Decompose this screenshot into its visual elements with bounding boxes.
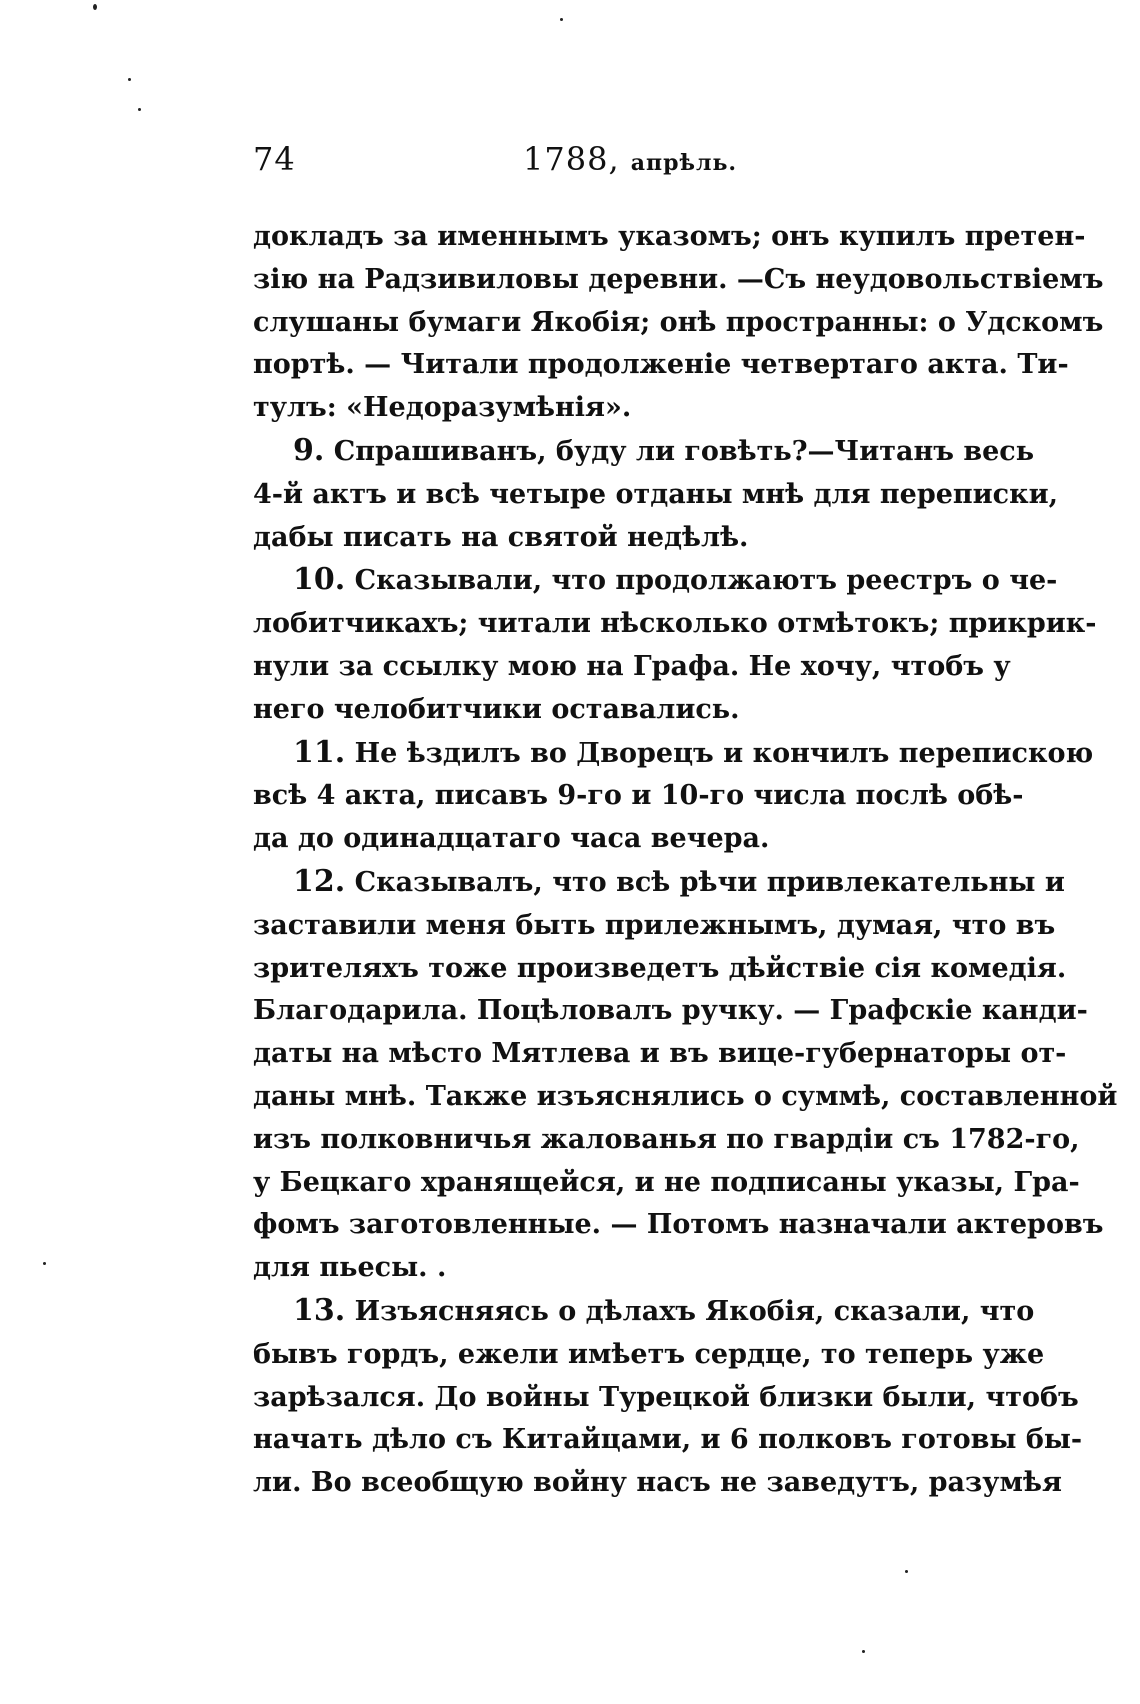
- text-line: портѣ. — Читали продолженіе четвертаго акта. Ти-: [253, 349, 1069, 381]
- running-head: [523, 140, 737, 178]
- text-line: докладъ за именнымъ указомъ; онъ купилъ претен-: [253, 221, 1086, 252]
- page-header: [253, 140, 973, 190]
- entry-number: 13.: [293, 1292, 346, 1328]
- text-line: да до одинадцатаго часа вечера.: [253, 823, 770, 855]
- text-line: Изъясняясь о дѣлахъ Якобія, сказали, что: [354, 1295, 1035, 1327]
- entry-number: 12.: [293, 863, 346, 899]
- text-line: него челобитчики оставались.: [253, 693, 740, 725]
- text-line: фомъ заготовленные. — Потомъ назначали актеровъ: [253, 1209, 1104, 1241]
- text-line: начать дѣло съ Китайцами, и 6 полковъ готовы бы-: [253, 1424, 1083, 1456]
- text-line: слушаны бумаги Якобія; онѣ пространны: о Удскомъ: [253, 306, 1104, 338]
- text-line: зарѣзался. До войны Турецкой близки были, чтобъ: [253, 1381, 1079, 1413]
- text-line: даты на мѣсто Мятлева и въ вице-губернаторы от-: [253, 1038, 1067, 1070]
- text-line: изъ полковничья жалованья по гвардіи съ 1782-го,: [253, 1123, 1080, 1155]
- entry-11-first-line: [253, 732, 1094, 776]
- text-line: заставили меня быть прилежнымъ, думая, что въ: [253, 909, 1056, 941]
- text-line: бывъ гордъ, ежели имѣетъ сердце, то теперь уже: [253, 1338, 1045, 1370]
- text-line: для пьесы. .: [253, 1252, 447, 1284]
- text-line: 4-й актъ и всѣ четыре отданы мнѣ для переписки,: [253, 478, 1059, 510]
- entry-9-first-line: [253, 430, 1035, 474]
- scan-speck: [862, 1650, 865, 1653]
- entry-12-first-line: [253, 861, 1065, 905]
- text-line: лобитчикахъ; читали нѣсколько отмѣтокъ; прикрик-: [253, 608, 1097, 640]
- text-line: Спрашиванъ, буду ли говѣть?—Читанъ весь: [333, 435, 1035, 467]
- scan-speck: [905, 1570, 908, 1573]
- scan-speck: [560, 18, 563, 21]
- text-line: Сказывалъ, что всѣ рѣчи привлекательны и: [354, 866, 1065, 898]
- entry-number: 11.: [293, 734, 346, 770]
- scan-speck: [43, 1262, 46, 1265]
- body-text: [253, 216, 1118, 1505]
- text-line: зрителяхъ тоже произведетъ дѣйствіе сія комедія.: [253, 952, 1067, 984]
- text-line: ли. Во всеобщую войну насъ не заведутъ, разумѣя: [253, 1467, 1062, 1499]
- text-line: даны мнѣ. Также изъяснялись о суммѣ, составленной: [253, 1080, 1118, 1112]
- text-line: тулъ: «Недоразумѣнія».: [253, 392, 632, 424]
- text-line: всѣ 4 акта, писавъ 9-го и 10-го числа послѣ обѣ-: [253, 780, 1024, 812]
- entry-13-first-line: [253, 1290, 1035, 1334]
- text-line: Сказывали, что продолжаютъ реестръ о че-: [354, 565, 1058, 597]
- scan-speck: [138, 108, 141, 111]
- text-line: нули за ссылку мою на Графа. Не хочу, чтобъ у: [253, 650, 1011, 682]
- text-line: Не ѣздилъ во Дворецъ и кончилъ перепискою: [354, 737, 1094, 769]
- text-line: у Бецкаго хранящейся, и не подписаны указы, Гра-: [253, 1166, 1080, 1198]
- running-head-month: апрѣль.: [630, 150, 738, 176]
- entry-10-first-line: [253, 559, 1058, 603]
- text-line: дабы писать на святой недѣлѣ.: [253, 521, 749, 553]
- scan-speck: [93, 4, 97, 10]
- scan-speck: [128, 78, 131, 81]
- entry-number: 9.: [293, 432, 325, 468]
- text-line: Благодарила. Поцѣловалъ ручку. — Графскіе канди-: [253, 995, 1088, 1027]
- running-head-year: 1788,: [523, 140, 620, 178]
- entry-number: 10.: [293, 562, 346, 598]
- page-number: 74: [253, 140, 296, 178]
- text-line: зію на Радзивиловы деревни. —Съ неудовольствіемъ: [253, 263, 1104, 295]
